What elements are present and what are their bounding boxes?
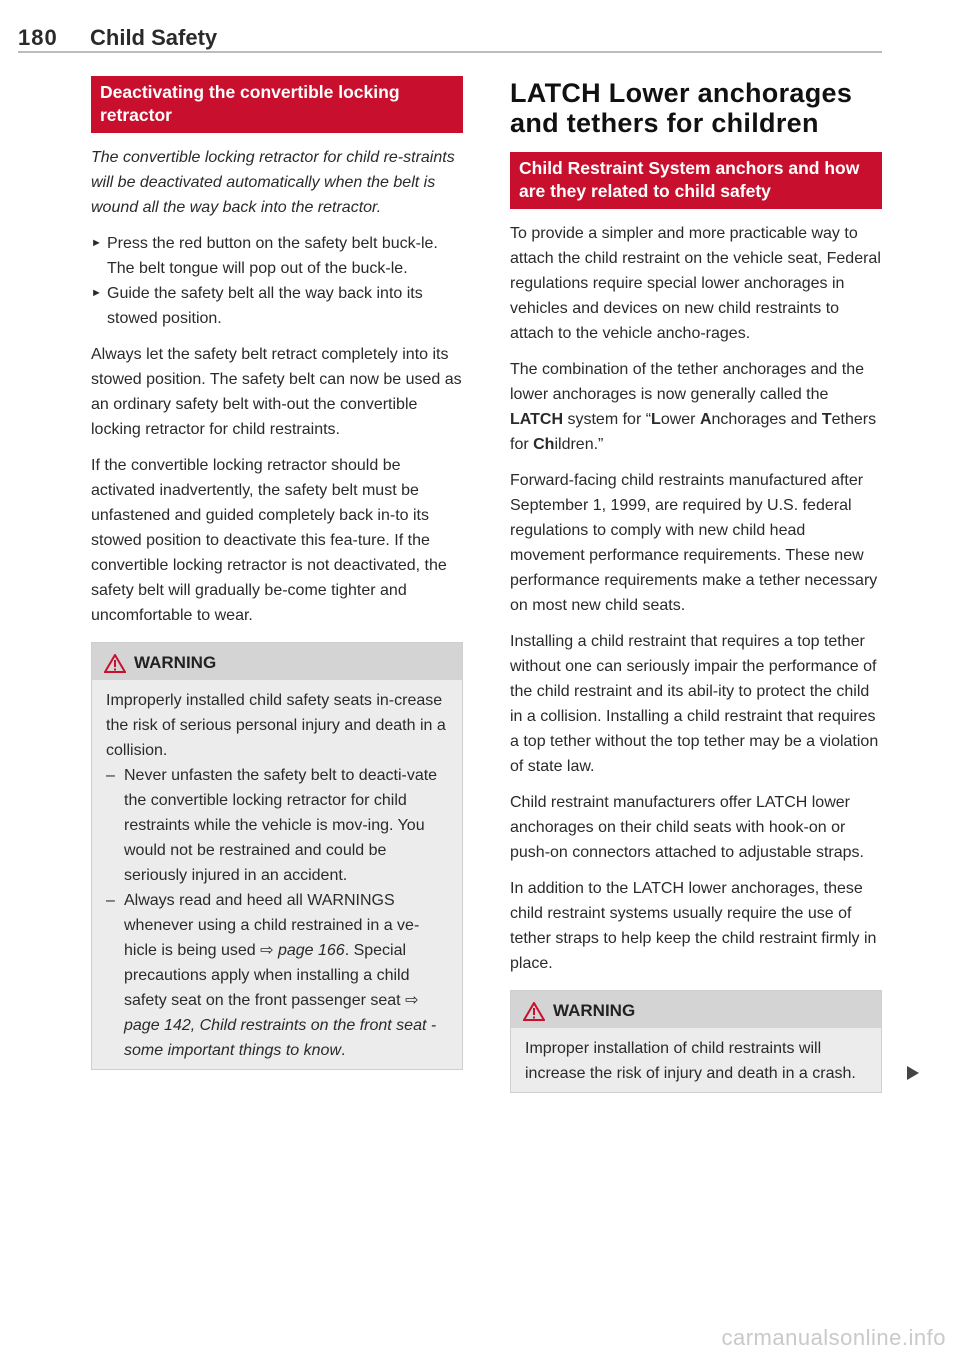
warning-header bbox=[511, 991, 881, 1028]
warning-header bbox=[92, 643, 462, 680]
arrow-bullet-icon: ► bbox=[91, 287, 102, 299]
warning-item-1: – Never unfasten the safety belt to deacti-vate the convertible locking retractor for child restraints while the vehicle is mov-ing. You would not be restrained and could be seriously injured in an accident. bbox=[106, 767, 438, 884]
warning-item-2: – Always read and heed all WARNINGS whenever using a child restrained in a ve-hicle is being used ⇨ page 166. Special precautions apply when installing a child safety seat on the front passenger seat ⇨ page 142, Child restraints on the front seat - some important things to know. bbox=[106, 892, 437, 1059]
page-number: 180 bbox=[18, 25, 58, 50]
paragraph-forward-facing: Forward-facing child restraints manufactured after September 1, 1999, are required by U.S. federal regulations to comply with new child head movement performance requirements. These new performance requirements make a tether necessary on most new child seats. bbox=[510, 472, 878, 614]
chapter-title: Child Safety bbox=[90, 25, 218, 50]
warning-body bbox=[92, 680, 462, 1069]
warning-triangle-icon bbox=[104, 654, 126, 673]
warning-text: Improper installation of child restraints will increase the risk of injury and death in a crash. bbox=[525, 1040, 856, 1082]
warning-label: WARNING bbox=[553, 1001, 636, 1020]
page-link-142[interactable]: ⇨ page 142, Child restraints on the front seat - some important things to know bbox=[124, 992, 437, 1059]
intro-text: The convertible locking retractor for child re-straints will be deactivated automatically when the belt is wound all the way back into the retractor. bbox=[91, 149, 455, 216]
paragraph-latch-definition: The combination of the tether anchorages and the lower anchorages is now generally called the LATCH system for “Lower Anchorages and Tethers for Children.” bbox=[510, 361, 877, 453]
warning-body bbox=[511, 1028, 881, 1092]
page-link-166[interactable]: ⇨ page 166 bbox=[260, 942, 345, 959]
paragraph-manufacturers: Child restraint manufacturers offer LATCH lower anchorages on their child seats with hook-on or push-on connectors attached to adjustable straps. bbox=[510, 794, 864, 861]
page-header bbox=[18, 22, 882, 62]
section-title-latch: LATCH Lower anchorages and tethers for children bbox=[510, 78, 853, 138]
warning-text: Improperly installed child safety seats in-crease the risk of serious personal injury and death in a collision. bbox=[106, 692, 446, 759]
paragraph-tether-straps: In addition to the LATCH lower anchorages, these child restraint systems usually require the use of tether straps to help keep the child restraint firmly in place. bbox=[510, 880, 877, 972]
step-1: ► Press the red button on the safety belt buck-le. The belt tongue will pop out of the buck-le. bbox=[91, 231, 463, 281]
paragraph-inadvertent: If the convertible locking retractor should be activated inadvertently, the safety belt must be unfastened and guided completely back in-to its stowed position to deactivate this fea-ture. If the convertible locking retractor is not deactivated, the safety belt will gradually be-come tighter and uncomfortable to wear. bbox=[91, 457, 447, 624]
step-2: ► Guide the safety belt all the way back into its stowed position. bbox=[91, 281, 463, 331]
paragraph-federal: To provide a simpler and more practicable way to attach the child restraint on the vehicle seat, Federal regulations require special lower anchorages in vehicles and devices on new child restraints to attach to the vehicle ancho-rages. bbox=[510, 225, 881, 342]
section-heading-anchors: Child Restraint System anchors and how are they related to child safety bbox=[510, 152, 882, 209]
left-column bbox=[91, 76, 463, 1070]
arrow-bullet-icon: ► bbox=[91, 237, 102, 249]
header-rule bbox=[18, 51, 882, 53]
warning-box-latch bbox=[510, 990, 882, 1093]
continued-arrow-icon bbox=[907, 1066, 919, 1080]
right-column bbox=[510, 76, 882, 1093]
warning-label: WARNING bbox=[134, 653, 217, 672]
watermark: carmanualsonline.info bbox=[721, 1325, 946, 1350]
paragraph-retract: Always let the safety belt retract completely into its stowed position. The safety belt can now be used as an ordinary safety belt with-out the convertible locking retractor for child restraints. bbox=[91, 346, 462, 438]
paragraph-top-tether: Installing a child restraint that requires a top tether without one can seriously impair the performance of the child restraint and its abil-ity to protect the child in a collision. Installing a child restraint that requires a top tether without the top tether may be a violation of state law. bbox=[510, 633, 879, 775]
warning-triangle-icon bbox=[523, 1002, 545, 1021]
section-heading-deactivating: Deactivating the convertible locking retractor bbox=[91, 76, 463, 133]
warning-box bbox=[91, 642, 463, 1070]
